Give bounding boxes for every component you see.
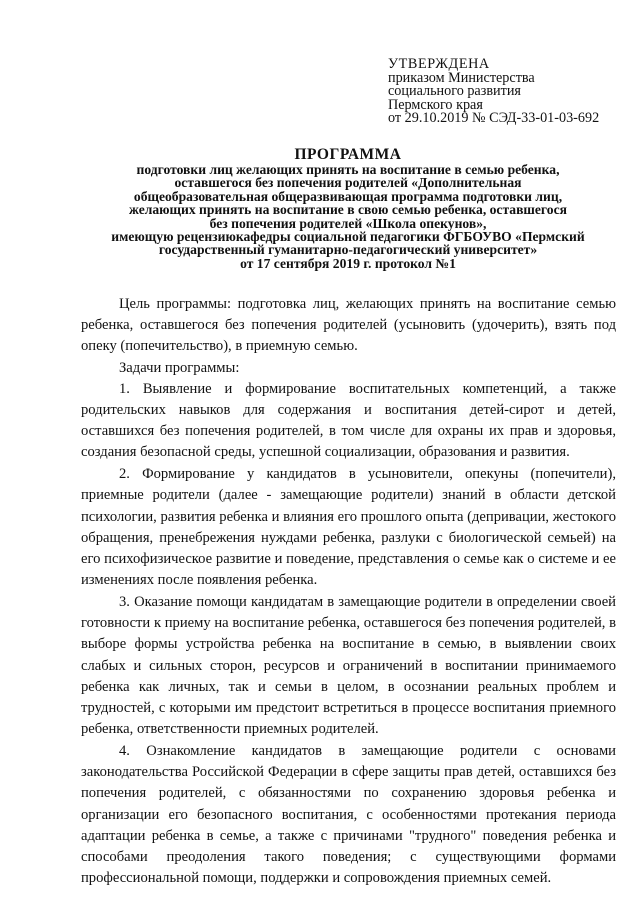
program-header [80,147,616,270]
task-paragraph: 2. Формирование у кандидатов в усыновители, опекуны (попечители), приемные родители (далее - замещающие родители) знаний в области детской психологии, развития ребенка и влияния его прошлого опыта (депривации, жестокого обращения, пренебрежения нуждами ребенка, разлуки с биологической семьей) на его психофизическое развитие и поведение, представления о семье как о системе и ее изменениях после появления ребенка. [81,466,616,589]
program-subtitle-line: общеобразовательная общеразвивающая программа подготовки лиц, [133,188,563,204]
approval-line: Пермского края [388,96,483,113]
approval-stamp [388,58,634,126]
program-subtitle-line: желающих принять на воспитание в свою семью ребенка, оставшегося [129,202,567,218]
task-paragraph: 3. Оказание помощи кандидатам в замещающие родители в определении своей готовности к приему на воспитание ребенка, оставшегося без попечения родителей, в выборе формы устройства ребенка на воспитание в семью, в выявлении своих слабых и сильных сторон, ресурсов и ограничений в воспитании принимаемого ребенка как личных, так и семьи в целом, в осознании реальных проблем и трудностей, с которыми им предстоит встретиться в процессе воспитания приемного ребенка, ответственности приемных родителей. [81,594,616,738]
program-goal-paragraph: Цель программы: подготовка лиц, желающих принять на воспитание семью ребенка, оставшегося без попечения родителей (усыновить (удочерить), взять под опеку (попечительство), в приемную семью. [81,296,616,355]
program-subtitle-line: оставшегося без попечения родителей «Дополнительная [174,175,522,191]
approval-order-number: от 29.10.2019 № СЭД-33-01-03-692 [388,110,600,127]
approval-line: приказом Министерства [388,69,535,86]
tasks-heading: Задачи программы: [119,359,240,376]
program-subtitle-line: подготовки лиц желающих принять на воспитание в семью ребенка, [136,162,560,177]
program-subtitle-line: имеющую рецензиюкафедры социальной педагогики ФГБОУВО «Пермский [111,229,585,245]
task-paragraph: 4. Ознакомление кандидатов в замещающие родители с основами законодательства Российской Федерации в сфере защиты прав детей, оставшихся без попечения родителей, с обязанностями по сохранению здоровья ребенка и организации его безопасного воспитания, с особенностями протекания периода адаптации ребенка в семье, а также с причинами "трудного" поведения ребенка и способами преодоления такого поведения; с существующими формами профессиональной помощи, поддержки и сопровождения приемных семей. [81,743,616,887]
program-subtitle-line: без попечения родителей «Школа опекунов», [209,215,487,231]
program-title: ПРОГРАММА [294,146,402,163]
program-subtitle-line: государственный гуманитарно-педагогический университет» [158,242,538,258]
task-paragraph: 1. Выявление и формирование воспитательных компетенций, а также родительских навыков для содержания и воспитания детей-сирот и детей, оставшихся без попечения родителей, в том числе для охраны их прав и здоровья, создания безопасной среды, успешной социализации, образования и развития. [81,380,616,461]
program-subtitle-line: от 17 сентября 2019 г. протокол №1 [240,255,456,271]
program-body [81,294,616,890]
approval-title: УТВЕРЖДЕНА [388,56,490,72]
approval-line: социального развития [388,83,521,100]
